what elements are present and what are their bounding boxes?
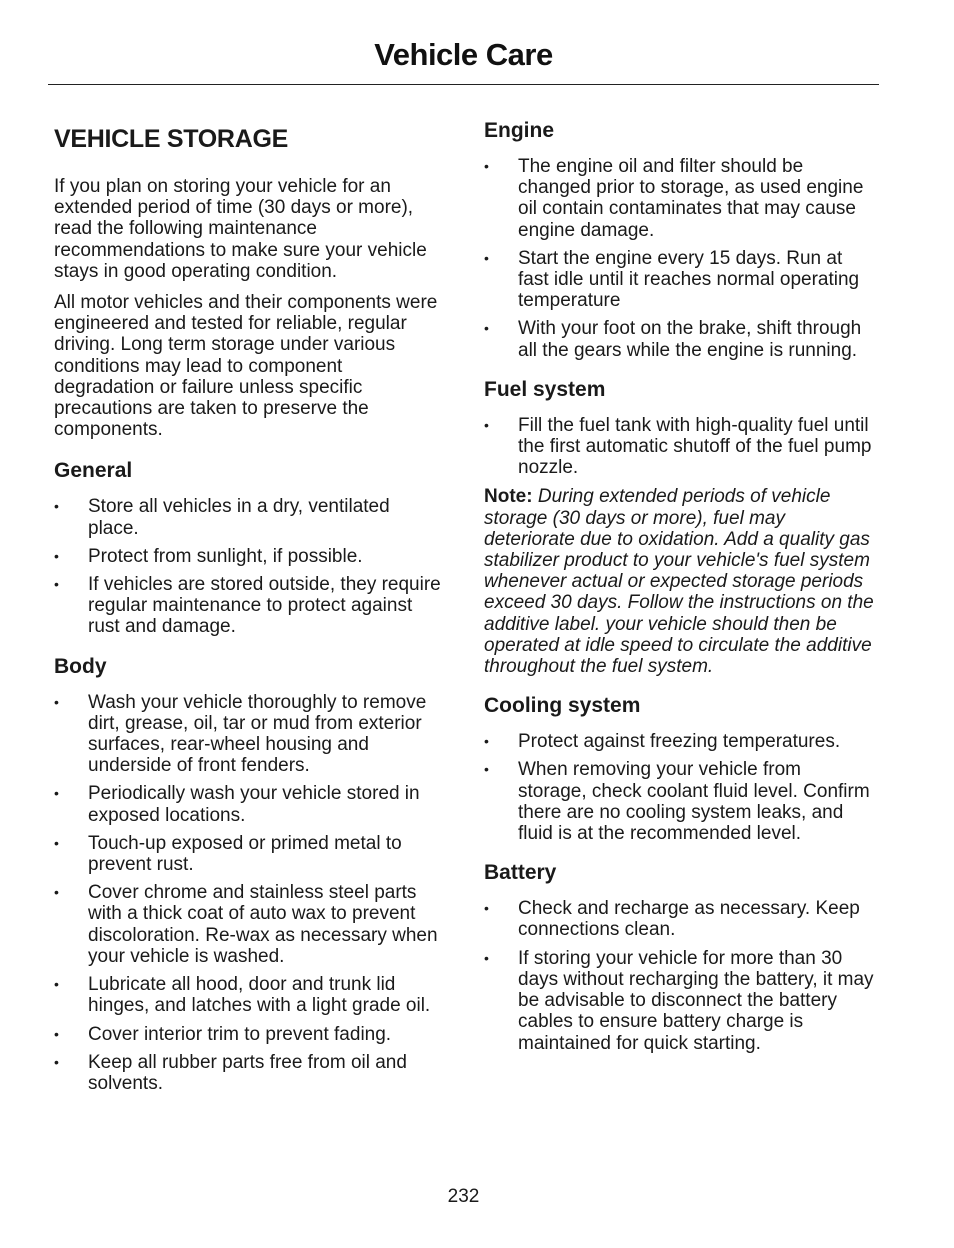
fuel-note [484,486,874,677]
right-column [484,118,874,1070]
page-header [48,30,879,80]
list-item: • Check and recharge as necessary. Keep connections clean. [484,898,860,941]
bullet-icon: • [484,761,489,778]
engine-list [484,156,874,361]
list-item: • Touch-up exposed or primed metal to prevent rust. [54,832,402,876]
fuel-system-list [484,415,874,479]
bullet-icon: • [54,547,59,564]
list-item: • Protect from sunlight, if possible. [54,545,363,567]
list-item: • Periodically wash your vehicle stored in exposed locations. [54,783,420,826]
cooling-system-list [484,731,874,844]
list-item: • Fill the fuel tank with high-quality fuel until the first automatic shutoff of the fuel pump nozzle. [484,414,872,479]
page-title: Vehicle Care [374,37,553,72]
list-item: • Start the engine every 15 days. Run at fast idle until it reaches normal operating temperature [484,247,860,312]
bullet-icon: • [54,884,59,901]
bullet-icon: • [484,900,489,917]
battery-list [484,898,874,1053]
bullet-icon: • [484,416,489,433]
bullet-icon: • [54,1025,59,1042]
intro-paragraph: All motor vehicles and their components were engineered and tested for reliable, regular driving. Long term storage under various conditions may lead to component degradation or failure unless specific precautions are taken to preserve the components. [54,292,438,441]
list-item: • If storing your vehicle for more than 30 days without recharging the battery, it may be advisable to disconnect the battery cables to ensure battery charge is maintained for quick starting. [484,947,874,1054]
bullet-icon: • [484,249,489,266]
bullet-icon: • [484,733,489,750]
body-heading: Body [54,654,107,678]
list-item: • Keep all rubber parts free from oil and solvents. [54,1051,407,1094]
list-item: • The engine oil and filter should be changed prior to storage, as used engine oil contain contaminates that may cause engine damage. [484,156,864,241]
bullet-icon: • [484,158,489,174]
note-label: Note: [484,486,533,508]
list-item: • Lubricate all hood, door and trunk lid hinges, and latches with a light grade oil. [54,974,431,1017]
general-heading: General [54,459,133,483]
header-divider [48,84,879,85]
list-item: • With your foot on the brake, shift through all the gears while the engine is running. [484,318,862,361]
bullet-icon: • [54,785,59,802]
battery-heading: Battery [484,861,557,885]
cooling-system-heading: Cooling system [484,694,641,718]
fuel-system-heading: Fuel system [484,377,606,401]
bullet-icon: • [54,693,59,710]
bullet-icon: • [484,949,489,966]
section-title: VEHICLE STORAGE [54,125,288,153]
body-list [54,692,444,1094]
bullet-icon: • [54,498,59,515]
note-text: During extended periods of vehicle storage (30 days or more), fuel may deteriorate due to oxidation. Add a quality gas stabilizer product to your vehicle's fuel system whenever actual or expected storage periods exceed 30 days. Follow the instructions on the additive label. your vehicle should then be operated at idle speed to circulate the additive throughout the fuel system. [484,486,874,678]
bullet-icon: • [54,576,59,593]
page-number: 232 [447,1186,480,1207]
list-item: • Wash your vehicle thoroughly to remove dirt, grease, oil, tar or mud from exterior surfaces, rear-wheel housing and underside of front fenders. [54,691,427,777]
list-item: • Store all vehicles in a dry, ventilated place. [54,496,390,539]
list-item: • Protect against freezing temperatures. [484,731,841,753]
list-item: • If vehicles are stored outside, they require regular maintenance to protect against rust and damage. [54,574,441,638]
bullet-icon: • [54,834,59,851]
general-list [54,496,444,637]
intro-paragraph: If you plan on storing your vehicle for an extended period of time (30 days or more), read the following maintenance recommendations to make sure your vehicle stays in good operating condition. [54,176,427,282]
bullet-icon: • [484,320,489,337]
bullet-icon: • [54,1053,59,1070]
engine-heading: Engine [484,119,555,142]
list-item: • Cover chrome and stainless steel parts with a thick coat of auto wax to prevent discoloration. Re-wax as necessary when your vehicle is washed. [54,882,438,967]
list-item: • Cover interior trim to prevent fading. [54,1023,392,1045]
bullet-icon: • [54,976,59,993]
left-column [54,118,444,1110]
list-item: • When removing your vehicle from storage, check coolant fluid level. Confirm there are no cooling system leaks, and fluid is at the recommended level. [484,759,870,845]
